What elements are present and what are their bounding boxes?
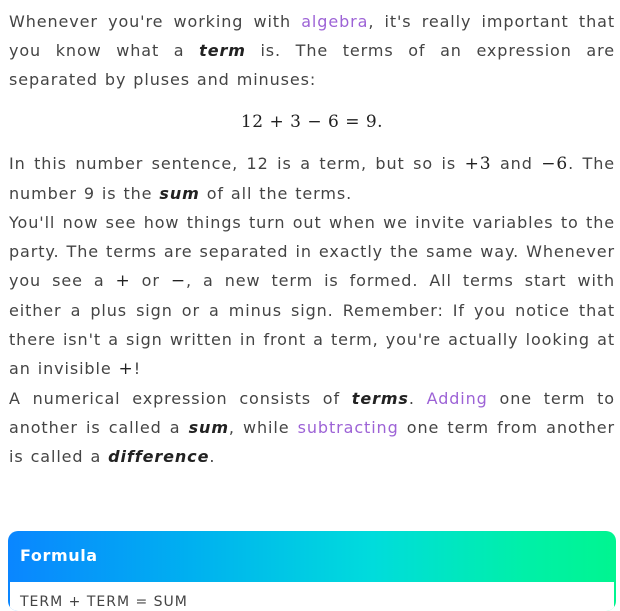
sum-emphasis: sum xyxy=(188,418,229,437)
text: In this number sentence, 12 is a term, but so is xyxy=(9,154,465,173)
example-equation: 12 + 3 − 6 = 9. xyxy=(240,112,384,132)
text: , it's really important that you know what a xyxy=(9,12,615,60)
text: ! xyxy=(133,359,142,378)
paragraph-intro xyxy=(9,7,615,94)
text: Whenever you're working with xyxy=(9,12,302,31)
text: You'll now see how things turn out when we invite variables to the party. The terms are separated in exactly the same way. Whenever you see a xyxy=(9,213,615,290)
subtracting-link[interactable]: subtracting xyxy=(297,418,399,437)
math-plus-three: +3 xyxy=(464,154,492,174)
math-invisible-plus: + xyxy=(118,359,134,379)
text: A numerical expression consists of xyxy=(9,389,352,408)
algebra-link[interactable]: algebra xyxy=(301,12,369,31)
text: one term to another is called a xyxy=(9,389,615,437)
term-emphasis: term xyxy=(199,41,246,60)
math-minus-six: −6 xyxy=(541,154,569,174)
text: , while xyxy=(228,418,298,437)
adding-link[interactable]: Adding xyxy=(426,389,488,408)
text: and xyxy=(491,154,542,173)
text: or xyxy=(130,271,171,290)
formula-title: Formula xyxy=(20,546,98,565)
text: . xyxy=(408,389,427,408)
terms-emphasis: terms xyxy=(351,389,409,408)
paragraph-variables xyxy=(9,208,615,384)
text: one term from another is called a xyxy=(9,418,615,466)
text: , a new term is formed. All terms start with either a plus sign or a minus sign. Remember: If you notice that there isn't a sign written in front a term, you're actually looking at an invisible xyxy=(9,271,616,378)
text: of all the terms. xyxy=(199,184,353,203)
paragraph-definitions xyxy=(9,384,615,471)
text: is. The terms of an expression are separated by pluses and minuses: xyxy=(9,41,615,89)
math-plus-sign: + xyxy=(115,271,131,291)
formula-body xyxy=(10,582,614,611)
formula-box xyxy=(8,531,616,611)
paragraph-number-sentence xyxy=(9,149,615,208)
formula-text: TERM + TERM = SUM xyxy=(20,594,188,610)
text: . The number 9 is the xyxy=(9,154,615,203)
difference-emphasis: difference xyxy=(108,447,210,466)
article-content xyxy=(9,7,615,471)
math-minus-sign: − xyxy=(170,271,187,291)
sum-emphasis: sum xyxy=(159,184,200,203)
text: . xyxy=(209,447,216,466)
